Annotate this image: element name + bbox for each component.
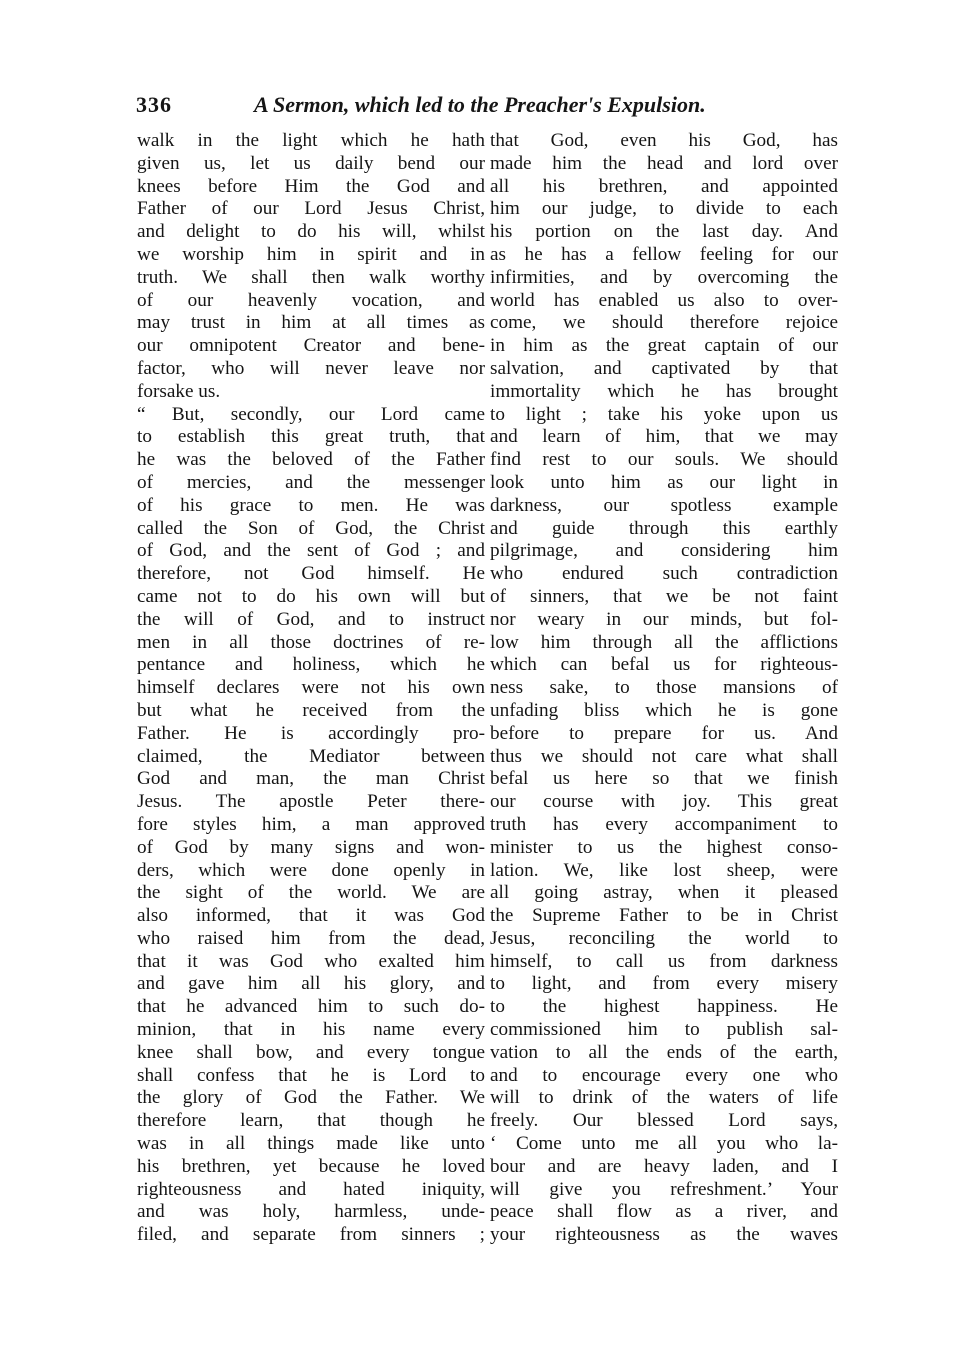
text-line: ness sake, to those mansions of <box>490 677 838 699</box>
text-line: minion, that in his name every <box>137 1019 485 1041</box>
text-line: his portion on the last day. And <box>490 221 838 243</box>
text-line: our course with joy. This great <box>490 791 838 813</box>
text-line: men in all those doctrines of re- <box>137 631 485 653</box>
text-line: him our judge, to divide to each <box>490 198 838 220</box>
left-text-column <box>137 130 485 1247</box>
text-line: to establish this great truth, that <box>137 426 485 448</box>
text-line: also informed, that it was God <box>137 905 485 927</box>
text-line: of his grace to men. He was <box>137 494 485 516</box>
text-line: of God, and the sent of God ; and <box>137 540 485 562</box>
text-line: that God, even his God, has <box>490 130 838 151</box>
text-line: Jesus, reconciling the world to <box>490 927 838 949</box>
text-line: “ But, secondly, our Lord came <box>137 403 485 425</box>
text-line: forsake us. <box>137 380 221 402</box>
text-line: to light, and from every misery <box>490 973 838 995</box>
text-line: pentance and holiness, which he <box>137 654 485 676</box>
text-line: Father of our Lord Jesus Christ, <box>137 198 485 220</box>
text-line: truth has every accompaniment to <box>490 813 838 835</box>
text-line: ders, which were done openly in <box>137 859 485 881</box>
text-line: immortality which he has brought <box>490 380 838 402</box>
text-line: and guide through this earthly <box>490 517 838 539</box>
text-line: the sight of the world. We are <box>137 882 485 904</box>
text-line: he was the beloved of the Father <box>137 449 485 471</box>
text-line: righteousness and hated iniquity, <box>137 1178 485 1200</box>
text-line: of mercies, and the messenger <box>137 471 485 493</box>
text-line: and gave him all his glory, and <box>137 973 485 995</box>
text-line: will to drink of the waters of life <box>490 1087 838 1109</box>
text-line: claimed, the Mediator between <box>137 745 485 767</box>
text-line: of sinners, that we be not faint <box>490 585 838 607</box>
right-text-column <box>490 130 838 1247</box>
text-line: the will of God, and to instruct <box>137 608 485 630</box>
text-line: all his brethren, and appointed <box>490 175 838 197</box>
text-line: knees before Him the God and <box>137 175 485 197</box>
text-line: we worship him in spirit and in <box>137 243 485 265</box>
text-line: who endured such contradiction <box>490 563 838 585</box>
text-line: God and man, the man Christ <box>137 768 485 790</box>
text-line: but what he received from the <box>137 699 485 721</box>
text-line: himself, to call us from darkness <box>490 950 838 972</box>
text-line: and was holy, harmless, unde- <box>137 1201 485 1223</box>
text-line: find rest to our souls. We should <box>490 449 838 471</box>
text-line: and delight to do his will, whilst <box>137 221 485 243</box>
text-line: given us, let us daily bend our <box>137 152 485 174</box>
text-line: bour and are heavy laden, and I <box>490 1155 838 1177</box>
text-line: who raised him from the dead, <box>137 927 485 949</box>
text-line: to the highest happiness. He <box>490 996 838 1018</box>
text-line: which can befal us for righteous- <box>490 654 838 676</box>
text-line: in him as the great captain of our <box>490 335 838 357</box>
text-line: of our heavenly vocation, and <box>137 289 485 311</box>
text-line: that he advanced him to such do- <box>137 996 485 1018</box>
text-line: before to prepare for us. And <box>490 722 838 744</box>
text-line: thus we should not care what shall <box>490 745 838 767</box>
text-line: made him the head and lord over <box>490 152 838 174</box>
text-line: may trust in him at all times as <box>137 312 485 334</box>
text-line: filed, and separate from sinners ; <box>137 1224 485 1246</box>
text-line: of God by many signs and won- <box>137 836 485 858</box>
text-line: come, we should therefore rejoice <box>490 312 838 334</box>
text-line: as he has a fellow feeling for our <box>490 243 838 265</box>
text-line: look unto him as our light in <box>490 471 838 493</box>
text-line: befal us here so that we finish <box>490 768 838 790</box>
text-line: and to encourage every one who <box>490 1064 838 1086</box>
text-line: himself declares were not his own <box>137 677 485 699</box>
text-line: darkness, our spotless example <box>490 494 838 516</box>
text-line: freely. Our blessed Lord says, <box>490 1110 838 1132</box>
text-line: our omnipotent Creator and bene- <box>137 335 485 357</box>
text-line: called the Son of God, the Christ <box>137 517 485 539</box>
text-line: shall confess that he is Lord to <box>137 1064 485 1086</box>
text-line: world has enabled us also to over- <box>490 289 838 311</box>
text-line: and learn of him, that we may <box>490 426 838 448</box>
page-number: 336 <box>136 92 172 117</box>
text-line: Jesus. The apostle Peter there- <box>137 791 485 813</box>
text-line: walk in the light which he hath <box>137 130 485 151</box>
text-line: therefore, not God himself. He <box>137 563 485 585</box>
text-line: to light ; take his yoke upon us <box>490 403 838 425</box>
text-line: pilgrimage, and considering him <box>490 540 838 562</box>
text-line: was in all things made like unto <box>137 1133 485 1155</box>
text-line: that it was God who exalted him <box>137 950 485 972</box>
text-line: therefore learn, that though he <box>137 1110 485 1132</box>
text-line: came not to do his own will but <box>137 585 485 607</box>
text-line: knee shall bow, and every tongue <box>137 1041 485 1063</box>
text-line: the glory of God the Father. We <box>137 1087 485 1109</box>
text-line: salvation, and captivated by that <box>490 357 838 379</box>
text-line: Father. He is accordingly pro- <box>137 722 485 744</box>
text-line: fore styles him, a man approved <box>137 813 485 835</box>
text-line: his brethren, yet because he loved <box>137 1155 485 1177</box>
running-title: A Sermon, which led to the Preacher's Expulsion. <box>254 92 706 117</box>
text-line: your righteousness as the waves <box>490 1224 838 1246</box>
text-line: low him through all the afflictions <box>490 631 838 653</box>
text-line: vation to all the ends of the earth, <box>490 1041 838 1063</box>
text-line: minister to us the highest conso- <box>490 836 838 858</box>
text-line: all going astray, when it pleased <box>490 882 838 904</box>
text-line: ‘ Come unto me all you who la- <box>490 1133 838 1155</box>
text-line: lation. We, like lost sheep, were <box>490 859 838 881</box>
text-line: infirmities, and by overcoming the <box>490 266 838 288</box>
text-line: will give you refreshment.’ Your <box>490 1178 838 1200</box>
text-line: factor, who will never leave nor <box>137 357 485 379</box>
text-line: the Supreme Father to be in Christ <box>490 905 838 927</box>
page-header <box>136 92 836 126</box>
text-line: unfading bliss which he is gone <box>490 699 838 721</box>
text-line: peace shall flow as a river, and <box>490 1201 838 1223</box>
text-line: commissioned him to publish sal- <box>490 1019 838 1041</box>
text-line: nor weary in our minds, but fol- <box>490 608 838 630</box>
text-line: truth. We shall then walk worthy <box>137 266 485 288</box>
